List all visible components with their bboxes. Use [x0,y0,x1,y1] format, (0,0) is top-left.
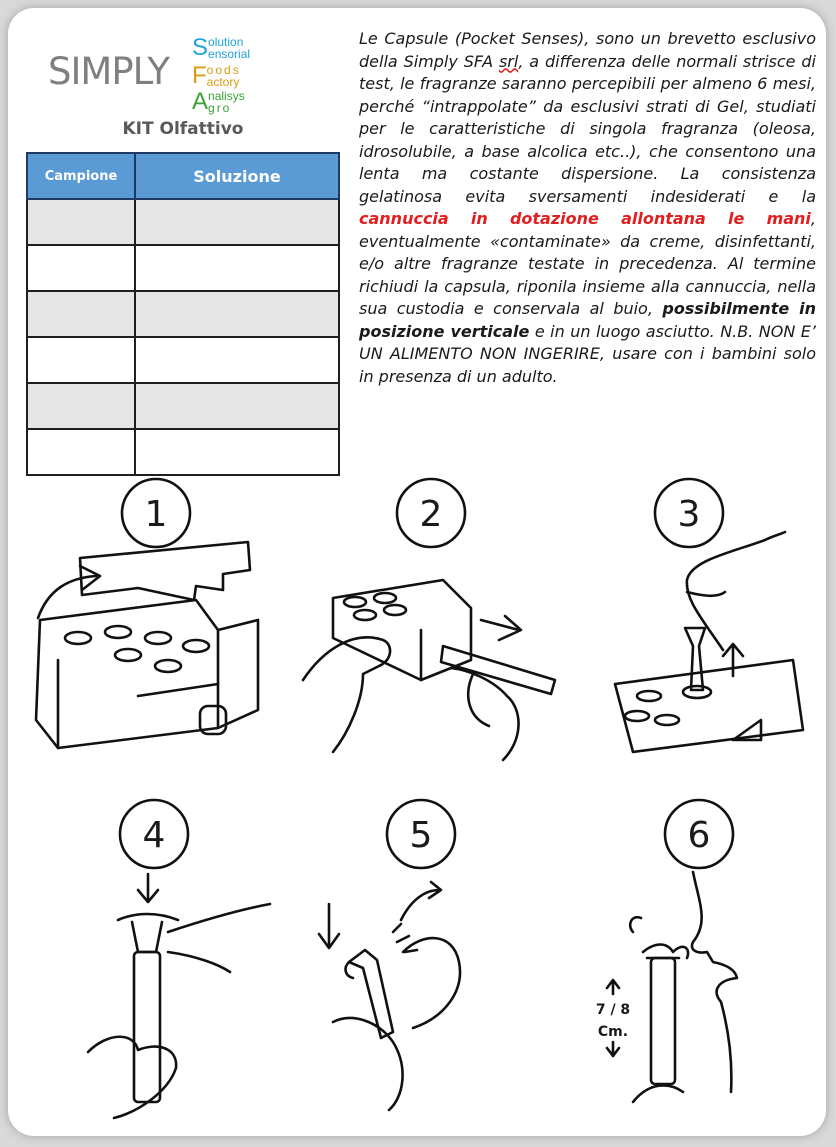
distance-unit: Cm. [597,1024,629,1040]
capsule-lifted-icon [685,628,705,690]
face-profile-icon [692,872,737,1092]
logo-word-analisys: nalisys [208,89,245,103]
pull-arrow-icon [481,616,521,640]
finger-line [168,952,230,972]
desc-bold: possibilmente in posizione verticale [359,299,816,341]
desc-part-2: , a differenza delle normali strisce di test, le fragranze saranno percepibili per almeno 6 mesi, perché “intrappolate” da esclusivi strati di Gel, studiati per le caratteristiche di singola fragranza (oleosa, idrosolubile, a base alcolica etc..), che consentono una lenta ma costante dispersione. La consistenza gelatinosa evita sversamenti indesiderati e la [359,51,816,206]
table-row [27,383,339,429]
soluzione-cell [135,337,339,383]
lower-hand-icon [88,1037,176,1118]
capsule-icon [65,632,91,644]
capsule-icon [655,715,679,725]
up-arrow-icon [723,644,743,676]
straw-icon [651,958,675,1084]
step-5-number: 5 [409,815,433,856]
capsule-icon [625,711,649,721]
capsule-icon [344,597,366,607]
step-1-number: 1 [144,494,168,535]
logo-word-agro: gro [208,101,232,115]
step-6-illustration [593,792,823,1122]
open-arrow-icon [38,576,96,618]
soluzione-cell [135,199,339,245]
desc-part-1: Le Capsule (Pocket Senses), sono un brevetto esclusivo della Simply SFA [359,29,816,71]
logo-row-analisys-agro [192,90,245,114]
logo-row-solution-sensorial [192,36,250,60]
capsule-icon [637,691,661,701]
hand-icon [687,532,785,650]
down-arrow-icon [138,874,158,902]
motion-lines [393,924,417,952]
capsule-icon [384,605,406,615]
table-row [27,429,339,475]
box-lid [80,542,250,600]
table-row [27,337,339,383]
description-paragraph [359,28,816,388]
desc-part-3: , eventualmente «contaminate» da creme, disinfettanti, e/o altre fragranze testate in precedenza. Al termine richiudi la capsula, riponila insieme alla cannuccia, nella sua custodia e conservala al buio, [359,209,816,318]
finger-line [468,674,489,726]
box-front [36,600,218,748]
logo-word-sensorial: ensorial [208,47,251,61]
kit-title: KIT Olfattivo [122,119,244,139]
campione-cell [27,245,135,291]
step-3-number: 3 [677,494,701,535]
straw-icon [134,952,160,1102]
desc-part-4: e in un luogo asciutto. N.B. NON E’ UN ALIMENTO NON INGERIRE, usare con i bambini solo in presenza di un adulto. [359,321,816,386]
upper-hand-icon [168,904,270,932]
step-2-illustration [293,470,568,775]
capsule-icon [105,626,131,638]
box-line [138,684,218,696]
header-soluzione: Soluzione [135,153,339,199]
logo-brand: SIMPLY [48,50,169,93]
table-row [27,245,339,291]
distance-value: 7 / 8 [595,1002,631,1018]
table-row [27,199,339,245]
campione-cell [27,337,135,383]
soluzione-cell [135,383,339,429]
logo-initial-a: A [192,88,209,115]
capsule-icon [145,632,171,644]
campione-cell [27,291,135,337]
logo-initial-f: F [192,62,207,89]
down-arrow-icon [607,1042,619,1056]
capsule-top-icon [118,914,178,920]
simply-sfa-logo [48,30,308,122]
soluzione-cell [135,291,339,337]
capsule-icon [183,640,209,652]
capsule-base-icon [683,686,711,698]
table-header-row [27,153,339,199]
box-side [218,620,258,728]
soluzione-cell [135,245,339,291]
step-6-number: 6 [687,815,711,856]
campione-cell [27,383,135,429]
hand-icon [633,1085,683,1102]
campione-cell [27,429,135,475]
header-campione: Campione [27,153,135,199]
step-5-illustration [293,792,568,1122]
smell-wave-icon [630,917,641,932]
logo-row-foods-factory [192,64,241,88]
capsule-icon [115,649,141,661]
down-arrow-icon [319,904,339,948]
capsule-icon [354,610,376,620]
table-row [27,291,339,337]
desc-srl: srl [498,51,519,71]
samples-table [26,152,340,476]
step-4-number: 4 [142,815,166,856]
capsule-icon [374,593,396,603]
up-arrow-icon [607,980,619,994]
left-hand-icon [303,637,390,752]
logo-initial-s: S [192,34,209,61]
instruction-sheet [8,8,826,1136]
step-4-illustration [18,792,283,1122]
logo-word-solution: olution [208,35,244,49]
soluzione-cell [135,429,339,475]
box-top [615,660,803,752]
desc-highlight: cannuccia in dotazione allontana le mani [359,209,811,228]
step-1-illustration [18,470,283,775]
aroma-cloud-icon [643,945,688,959]
campione-cell [27,199,135,245]
logo-word-foods: oods [206,63,241,77]
capsule-icon [155,660,181,672]
flick-arrow-icon [401,882,441,920]
step-3-illustration [593,470,823,775]
capsule-straw-icon [349,950,393,1038]
logo-word-factory: actory [206,75,240,89]
step-2-number: 2 [419,494,443,535]
capsule-icon [132,922,162,952]
finger-line [687,592,725,596]
